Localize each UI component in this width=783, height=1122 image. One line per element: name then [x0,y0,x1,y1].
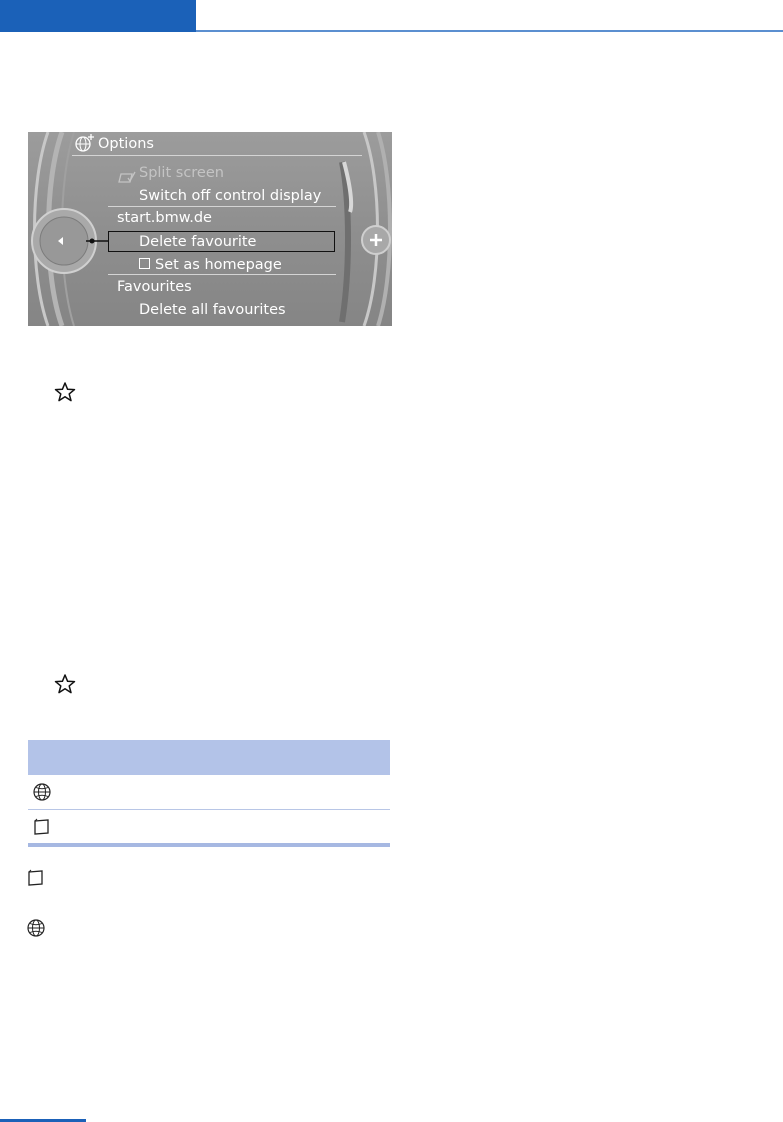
title-separator [72,155,362,156]
globe-icon [32,782,52,802]
menu-section-favourites: Favourites [117,279,192,295]
menu-item-switch-off-display[interactable]: Switch off control display [139,188,322,204]
menu-item-set-homepage[interactable] [139,256,282,274]
page-icon [32,817,52,837]
set-homepage-label: Set as homepage [155,257,282,273]
table-bottom-rule [28,843,390,847]
menu-item-split-screen[interactable]: Split screen [139,165,224,181]
idrive-screen [28,132,392,326]
menu-section-start-bmw: start.bmw.de [117,210,212,226]
options-title: Options [98,136,154,152]
globe-icon [26,918,46,938]
checkbox-icon [139,258,150,269]
table-row-divider [28,809,390,810]
page-icon [26,868,46,888]
menu-item-delete-favourite[interactable]: Delete favourite [139,234,257,250]
header-rule [196,30,783,32]
star-outline-icon [54,673,76,695]
split-screen-icon [119,172,135,182]
menu-separator [108,274,336,275]
menu-separator [108,206,336,207]
screen-decoration [28,132,392,326]
table-header [28,740,390,775]
menu-item-delete-all-favourites[interactable]: Delete all favourites [139,302,286,318]
options-icon [76,134,94,151]
header-tab [0,0,196,32]
star-outline-icon [54,381,76,403]
